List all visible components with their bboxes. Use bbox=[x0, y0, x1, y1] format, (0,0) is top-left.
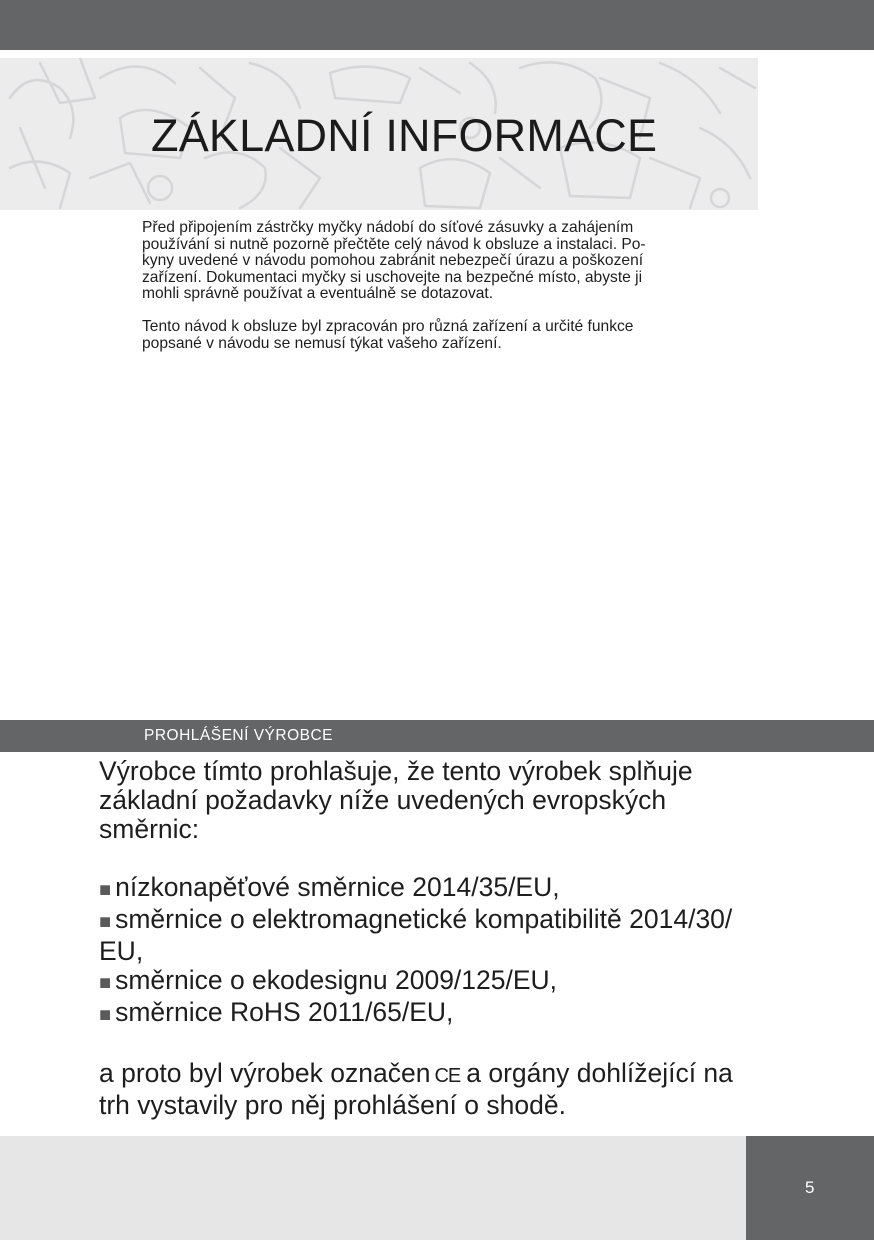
directive-item: směrnice o ekodesignu 2009/125/EU, bbox=[115, 965, 558, 995]
intro-text bbox=[142, 220, 752, 368]
directive-list bbox=[99, 873, 814, 1030]
section-title: PROHLÁŠENÍ VÝROBCE bbox=[144, 727, 334, 744]
declaration-line: směrnic: bbox=[99, 814, 200, 844]
section-header-bar bbox=[0, 720, 874, 752]
closing-text: trh vystavily pro něj prohlášení o shodě. bbox=[99, 1090, 566, 1120]
intro-line: Tento návod k obsluze byl zpracován pro různá zařízení a určité funkce bbox=[142, 317, 634, 335]
ce-mark-icon: CE bbox=[434, 1065, 461, 1087]
manufacturer-declaration bbox=[99, 757, 814, 1120]
intro-line: používání si nutně pozorně přečtěte celý návod k obsluze a instalaci. Po- bbox=[142, 235, 646, 253]
intro-paragraph-2 bbox=[142, 319, 752, 352]
footer-band bbox=[0, 1136, 746, 1240]
bullet-icon: ■ bbox=[99, 879, 112, 901]
intro-line: popsané v návodu se nemusí týkat vašeho zařízení. bbox=[142, 334, 502, 352]
intro-line: kyny uvedené v návodu pomohou zabránit nebezpečí úrazu a poškození bbox=[142, 252, 644, 270]
intro-line: zařízení. Dokumentaci myčky si uschovejte na bezpečné místo, abyste ji bbox=[142, 268, 643, 286]
declaration-line: základní požadavky níže uvedených evropských bbox=[99, 785, 667, 815]
intro-paragraph-1 bbox=[142, 220, 752, 303]
intro-line: mohli správně používat a eventuálně se dotazovat. bbox=[142, 285, 494, 303]
closing-text: a orgány dohlížející na bbox=[466, 1058, 733, 1088]
top-bar bbox=[0, 0, 874, 50]
bullet-icon: ■ bbox=[99, 1004, 112, 1026]
intro-line: Před připojením zástrčky myčky nádobí do síťové zásuvky a zahájením bbox=[142, 219, 634, 236]
declaration-line: Výrobce tímto prohlašuje, že tento výrobek splňuje bbox=[99, 756, 693, 786]
page-title: ZÁKLADNÍ INFORMACE bbox=[151, 110, 658, 161]
directive-item: směrnice o elektromagnetické kompatibilitě 2014/30/ bbox=[115, 904, 733, 934]
page-number: 5 bbox=[805, 1178, 815, 1197]
header-banner bbox=[0, 58, 758, 210]
declaration-closing bbox=[99, 1059, 814, 1120]
closing-text: a proto byl výrobek označen bbox=[99, 1058, 431, 1088]
directive-item: směrnice RoHS 2011/65/EU, bbox=[115, 997, 454, 1027]
directive-item-continuation: EU, bbox=[99, 936, 144, 966]
declaration-intro bbox=[99, 757, 814, 844]
directive-item: nízkonapěťové směrnice 2014/35/EU, bbox=[115, 872, 560, 902]
bullet-icon: ■ bbox=[99, 972, 112, 994]
bullet-icon: ■ bbox=[99, 911, 112, 933]
